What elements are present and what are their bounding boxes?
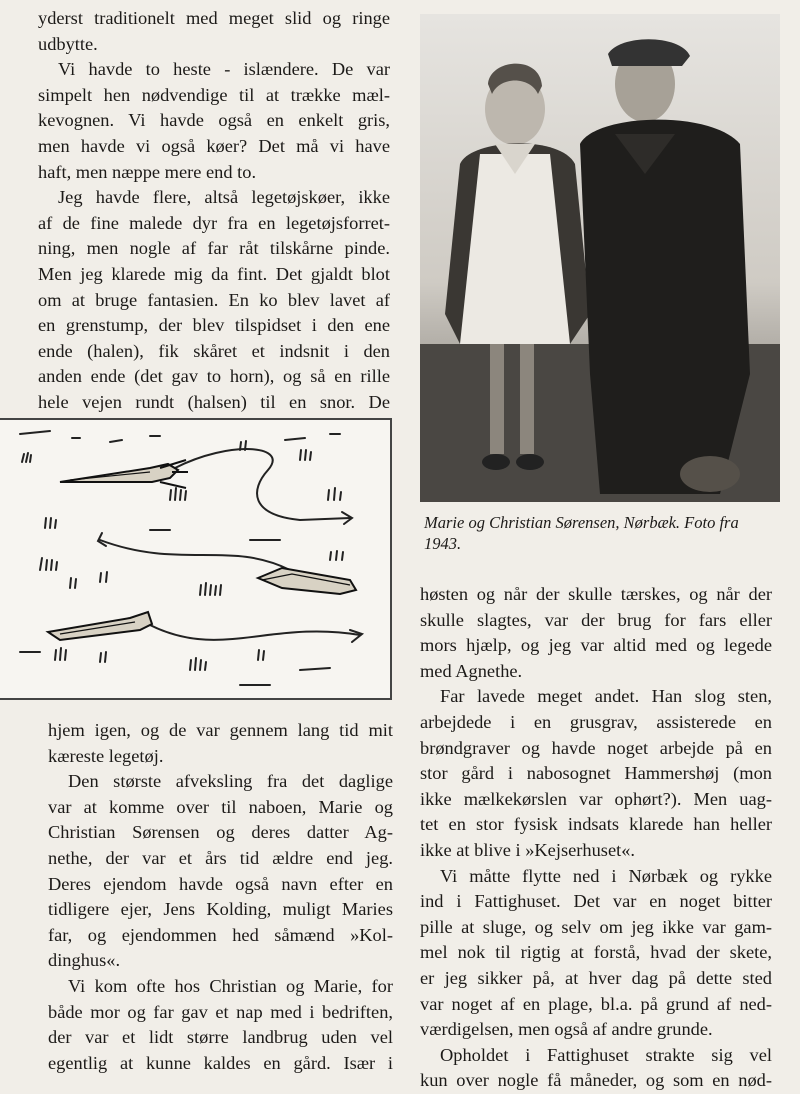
text-line: kæreste legetøj. [48, 745, 164, 766]
text-line: Vi måtte flytte ned i Nørbæk og rykke [440, 865, 772, 886]
text-line: mors hjælp, og jeg var altid med og legede [420, 635, 772, 656]
text-line: hjem igen, og de var gennem lang tid mit [48, 720, 393, 740]
text-line: ning, men nogle af far råt tilskårne pinde. [38, 238, 390, 259]
text-line: skulle slagtes, var der brug for fars eller [420, 609, 772, 630]
text-line: Vi kom ofte hos Christian og Marie, for [68, 975, 393, 996]
text-line: Den største afveksling fra det daglige [68, 771, 393, 792]
text-line: var noget af en plage, bl.a. på grund af ned- [420, 993, 772, 1014]
toy-cow-drawing [0, 418, 392, 700]
text-line: yderst traditionelt med meget slid og ringe [38, 8, 390, 28]
text-line: brøndgraver og havde noget arbejde på en [420, 737, 772, 758]
text-column-left-bottom [48, 718, 393, 1076]
text-line: om at bruge fantasien. En ko blev lavet af [38, 289, 390, 310]
text-line: arbejdede i en grusgrav, assisterede en [420, 711, 772, 732]
photo-caption: Marie og Christian Sørensen, Nørbæk. Foto fra 1943. [424, 513, 739, 553]
text-line: far, og ejendommen hed såmænd »Kol- [48, 924, 393, 945]
text-line: er jeg sikker på, at hver dag på dette sted [420, 967, 772, 988]
text-line: en grenstump, der blev tilspidset i den ene [38, 315, 390, 336]
text-line: nethe, der var et års tid ældre end jeg. [48, 847, 393, 868]
text-line: tidligere ejer, Jens Kolding, muligt Maries [48, 899, 393, 920]
text-line: Jeg havde flere, altså legetøjskøer, ikke [58, 187, 390, 208]
text-line: mel nok til rigtig at forstå, hvad der skete, [420, 942, 772, 963]
text-line: tet en stor fysisk indsats klarede han heller [420, 814, 772, 835]
text-line: var at komme over til naboen, Marie og [48, 796, 393, 817]
text-column-right [420, 582, 772, 1094]
text-line: ikke mælkekørslen var ophørt?). Men uag- [420, 788, 772, 809]
text-line: hele vejen rundt (halsen) til en snor. De [38, 391, 390, 412]
text-line: ende (halen), fik skåret et indsnit i den [38, 340, 390, 361]
photo-svg [420, 14, 780, 502]
string-line-1 [175, 449, 350, 520]
text-line: men havde vi også køer? Det må vi have [38, 135, 390, 156]
text-line: høsten og når der skulle tærskes, og når der [420, 584, 772, 604]
drawing-svg [0, 420, 390, 698]
text-line: Opholdet i Fattighuset strakte sig vel [440, 1044, 772, 1065]
text-line: kun over nogle få måneder, og som en nød- [420, 1070, 772, 1091]
text-line: dinghus«. [48, 950, 121, 971]
text-line: Vi havde to heste - islændere. De var [58, 59, 390, 80]
text-line: der var et lidt større landbrug uden vel [48, 1027, 393, 1048]
text-line: Christian Sørensen og deres datter Ag- [48, 822, 393, 843]
text-line: haft, men næppe mere end to. [38, 161, 257, 182]
text-line: både mor og far gav et nap med i bedriften, [48, 1001, 393, 1022]
string-line-3 [150, 625, 360, 640]
text-line: Deres ejendom havde også navn efter en [48, 873, 393, 894]
text-line: simpelt hen nødvendige til at trække mæl- [38, 84, 390, 105]
string-line-2 [100, 540, 290, 570]
text-line: egentlig at kunne kaldes en gård. Især i [48, 1052, 393, 1073]
portrait-photo [420, 14, 780, 502]
text-line: pille at sluge, og selv om jeg ikke var gam- [420, 916, 772, 937]
toy-cows [48, 460, 356, 640]
text-line: af de fine malede dyr fra en legetøjsforret- [38, 212, 390, 233]
text-line: kevognen. Vi havde også en enkelt gris, [38, 110, 390, 131]
text-line: Men jeg klarede mig da fint. Det gjaldt blot [38, 263, 390, 284]
text-line: værdigelsen, men også af andre grunde. [420, 1019, 713, 1040]
text-line: Far lavede meget andet. Han slog sten, [440, 686, 772, 707]
text-line: udbytte. [38, 33, 98, 54]
text-line: med Agnethe. [420, 660, 523, 681]
text-line: anden ende (det gav to horn), og så en rille [38, 366, 390, 387]
text-line: ikke at blive i »Kejserhuset«. [420, 839, 636, 860]
text-line: ind i Fattighuset. Det var en noget bitter [420, 891, 772, 912]
text-column-left-top [38, 6, 390, 441]
text-line: stor gård i nabosognet Hammershøj (mon [420, 763, 772, 784]
